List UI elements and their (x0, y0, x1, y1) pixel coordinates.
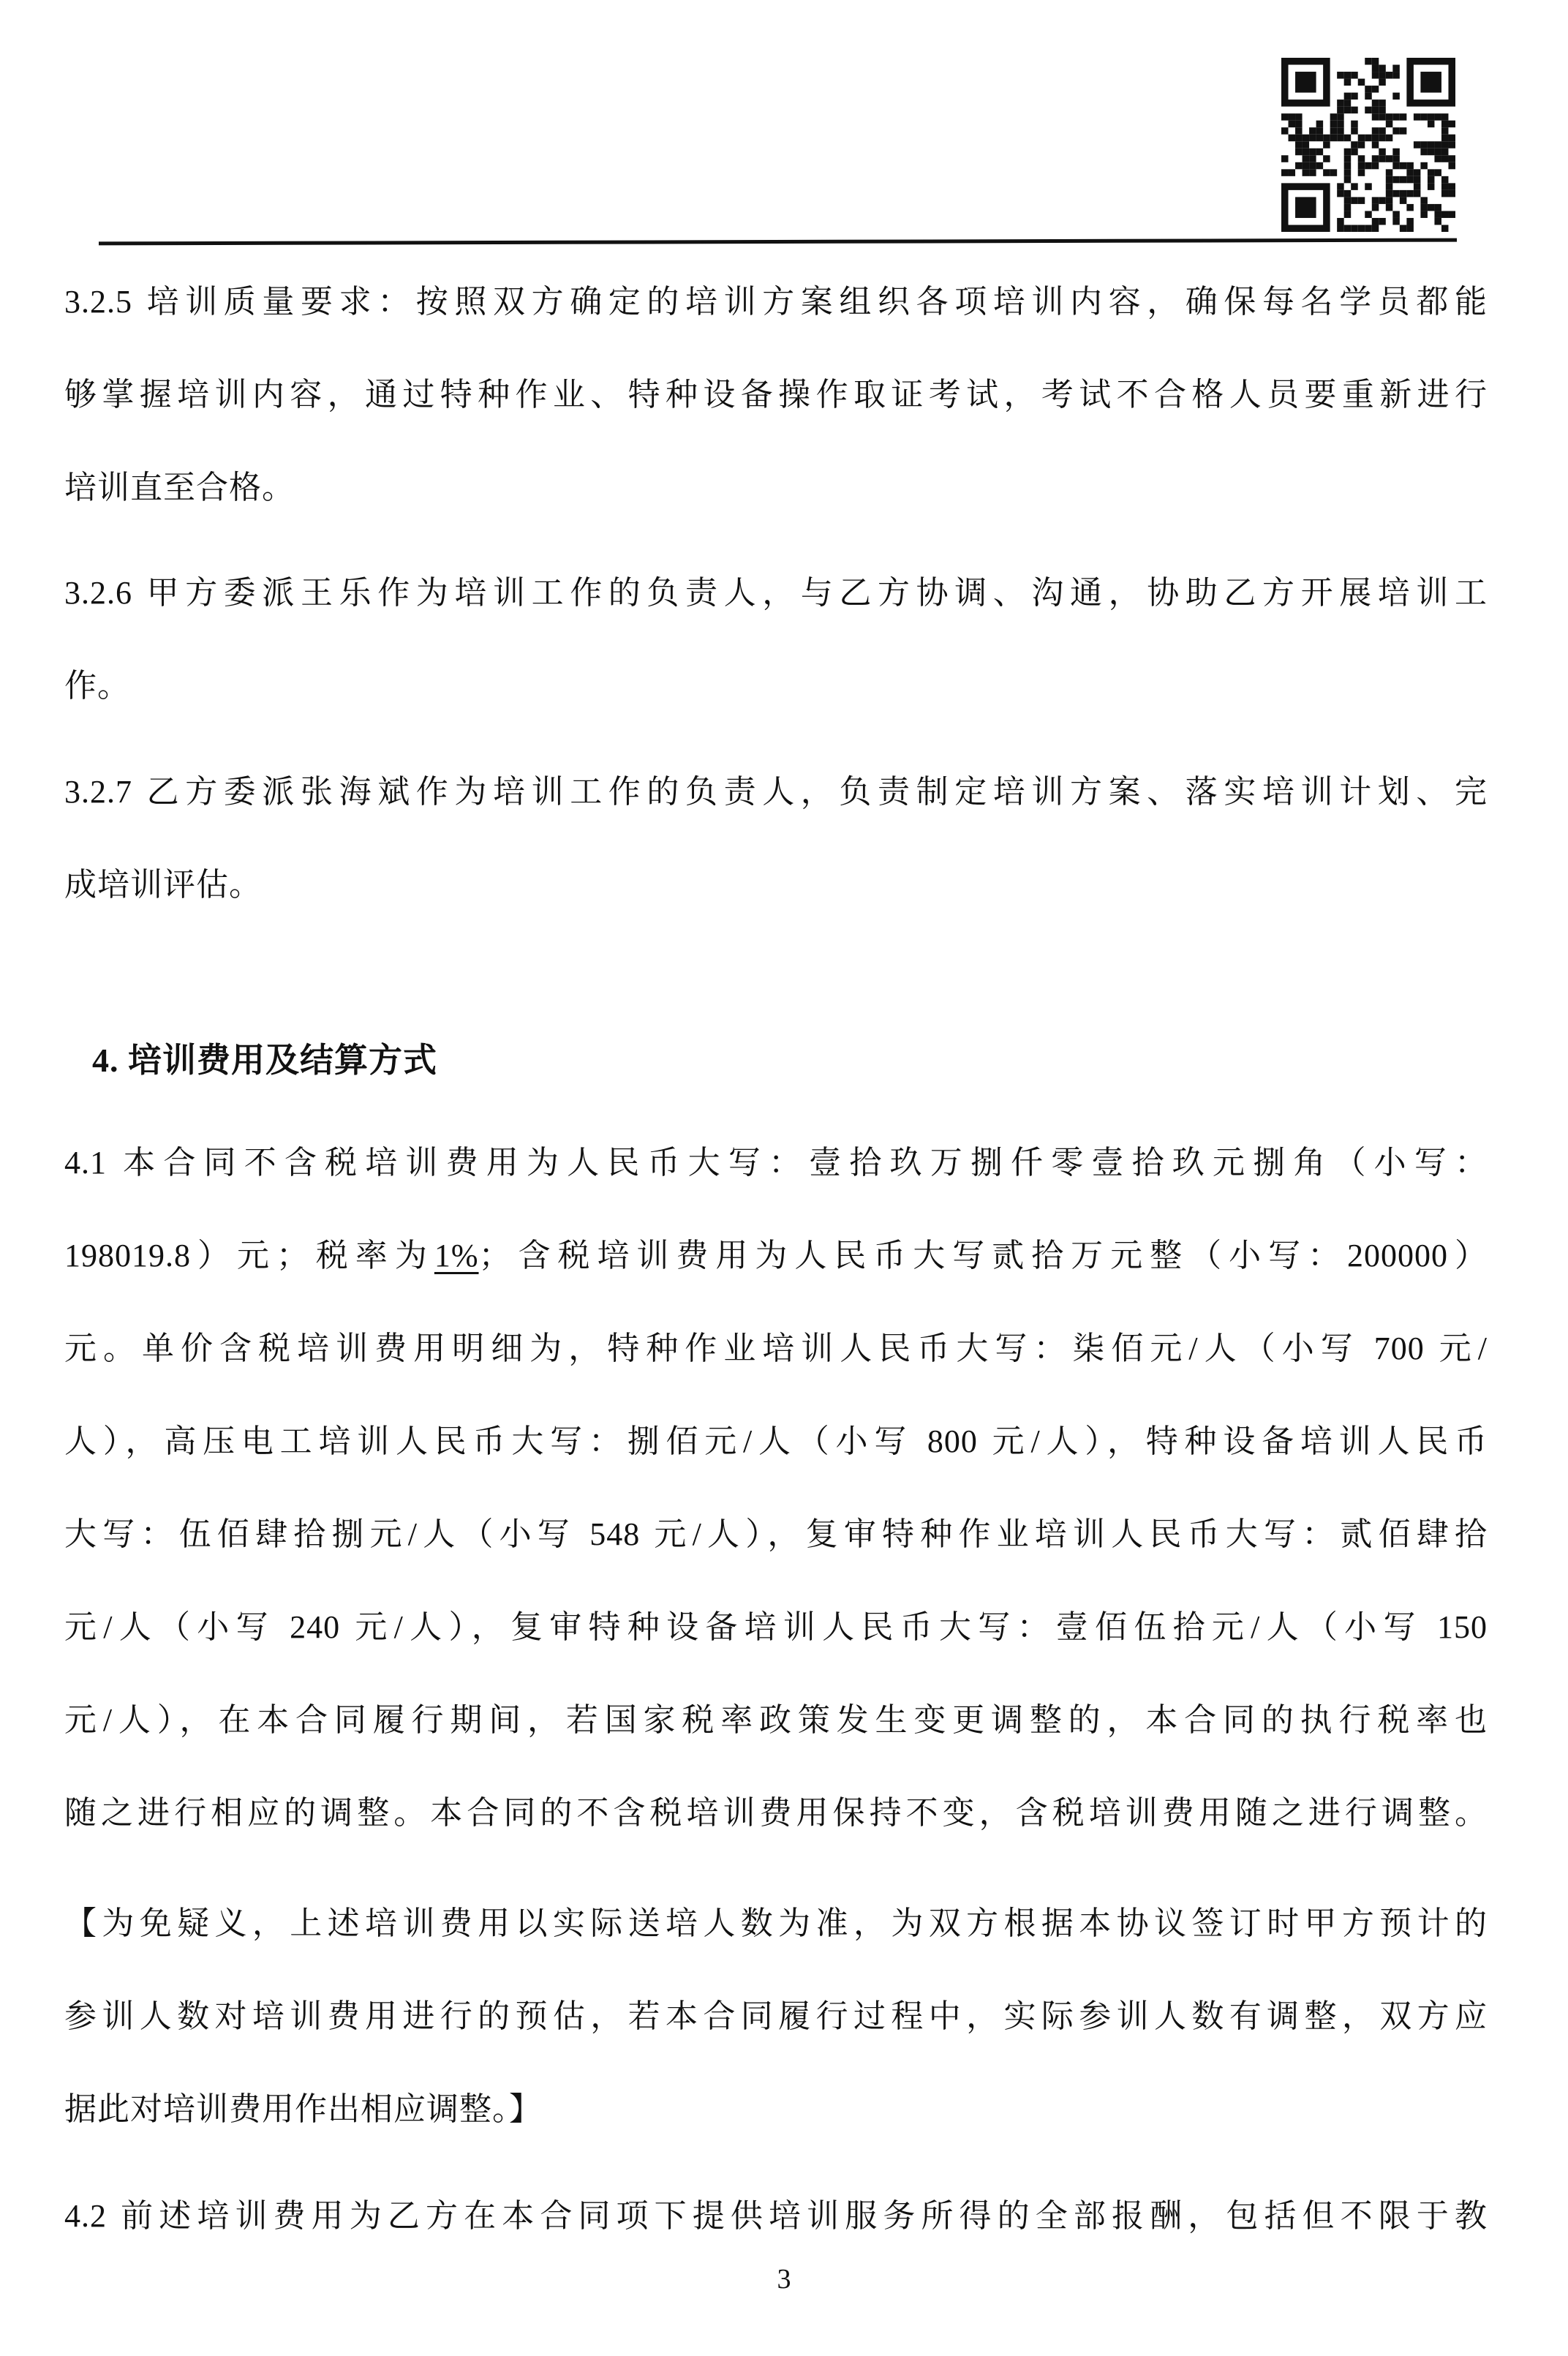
clause-3-2-7 (64, 745, 1488, 931)
page-number: 3 (777, 2264, 791, 2295)
text-line: 3.2.6 甲方委派王乐作为培训工作的负责人，与乙方协调、沟通，协助乙方开展培训工 (64, 575, 1488, 611)
text-segment: 198019.8）元；税率为 (64, 1238, 434, 1273)
text-line: 够掌握培训内容，通过特种作业、特种设备操作取证考试，考试不合格人员要重新进行 (64, 377, 1488, 413)
heading-text: 4. 培训费用及结算方式 (92, 1042, 437, 1079)
text-line: 4.2 前述培训费用为乙方在本合同项下提供培训服务所得的全部报酬，包括但不限于教 (64, 2198, 1488, 2234)
text-line: 大写：伍佰肆拾捌元/人（小写 548 元/人），复审特种作业培训人民币大写：贰佰肆拾 (64, 1516, 1488, 1552)
qr-code (1281, 48, 1455, 241)
disclaimer-clause (64, 1877, 1488, 2156)
clause-3-2-6 (64, 546, 1488, 732)
underlined-tax-rate: 1% (434, 1238, 479, 1273)
section-4-heading (64, 1014, 1488, 1107)
text-line (64, 1209, 1488, 1302)
clause-4-2 (64, 2169, 1488, 2262)
text-line: 随之进行相应的调整。本合同的不含税培训费用保持不变，含税培训费用随之进行调整。 (64, 1795, 1488, 1831)
text-line: 参训人数对培训费用进行的预估，若本合同履行过程中，实际参训人数有调整，双方应 (64, 1998, 1488, 2034)
text-line: 据此对培训费用作出相应调整。】 (64, 2091, 542, 2127)
clause-4-1 (64, 1116, 1488, 1859)
text-line: 成培训评估。 (64, 867, 262, 903)
clause-3-2-5 (64, 255, 1488, 534)
text-line: 元/人（小写 240 元/人），复审特种设备培训人民币大写：壹佰伍拾元/人（小写 150 (64, 1609, 1488, 1645)
contract-body (64, 255, 1488, 2262)
text-line: 培训直至合格。 (64, 470, 295, 505)
text-line: 人），高压电工培训人民币大写：捌佰元/人（小写 800 元/人），特种设备培训人民币 (64, 1423, 1488, 1459)
text-line: 元。单价含税培训费用明细为，特种作业培训人民币大写：柒佰元/人（小写 700 元/ (64, 1331, 1488, 1366)
text-line: 【为免疑义，上述培训费用以实际送培人数为准，为双方根据本协议签订时甲方预计的 (64, 1905, 1488, 1941)
text-line: 3.2.7 乙方委派张海斌作为培训工作的负责人，负责制定培训方案、落实培训计划、完 (64, 774, 1488, 810)
text-segment: ；含税培训费用为人民币大写贰拾万元整（小写：200000） (478, 1238, 1488, 1273)
text-line: 4.1 本合同不含税培训费用为人民币大写：壹拾玖万捌仟零壹拾玖元捌角（小写： (64, 1145, 1488, 1181)
text-line: 3.2.5 培训质量要求：按照双方确定的培训方案组织各项培训内容，确保每名学员都能 (64, 284, 1488, 320)
header-divider (99, 238, 1457, 246)
text-line: 元/人），在本合同履行期间，若国家税率政策发生变更调整的，本合同的执行税率也 (64, 1702, 1488, 1738)
text-line: 作。 (64, 668, 130, 704)
